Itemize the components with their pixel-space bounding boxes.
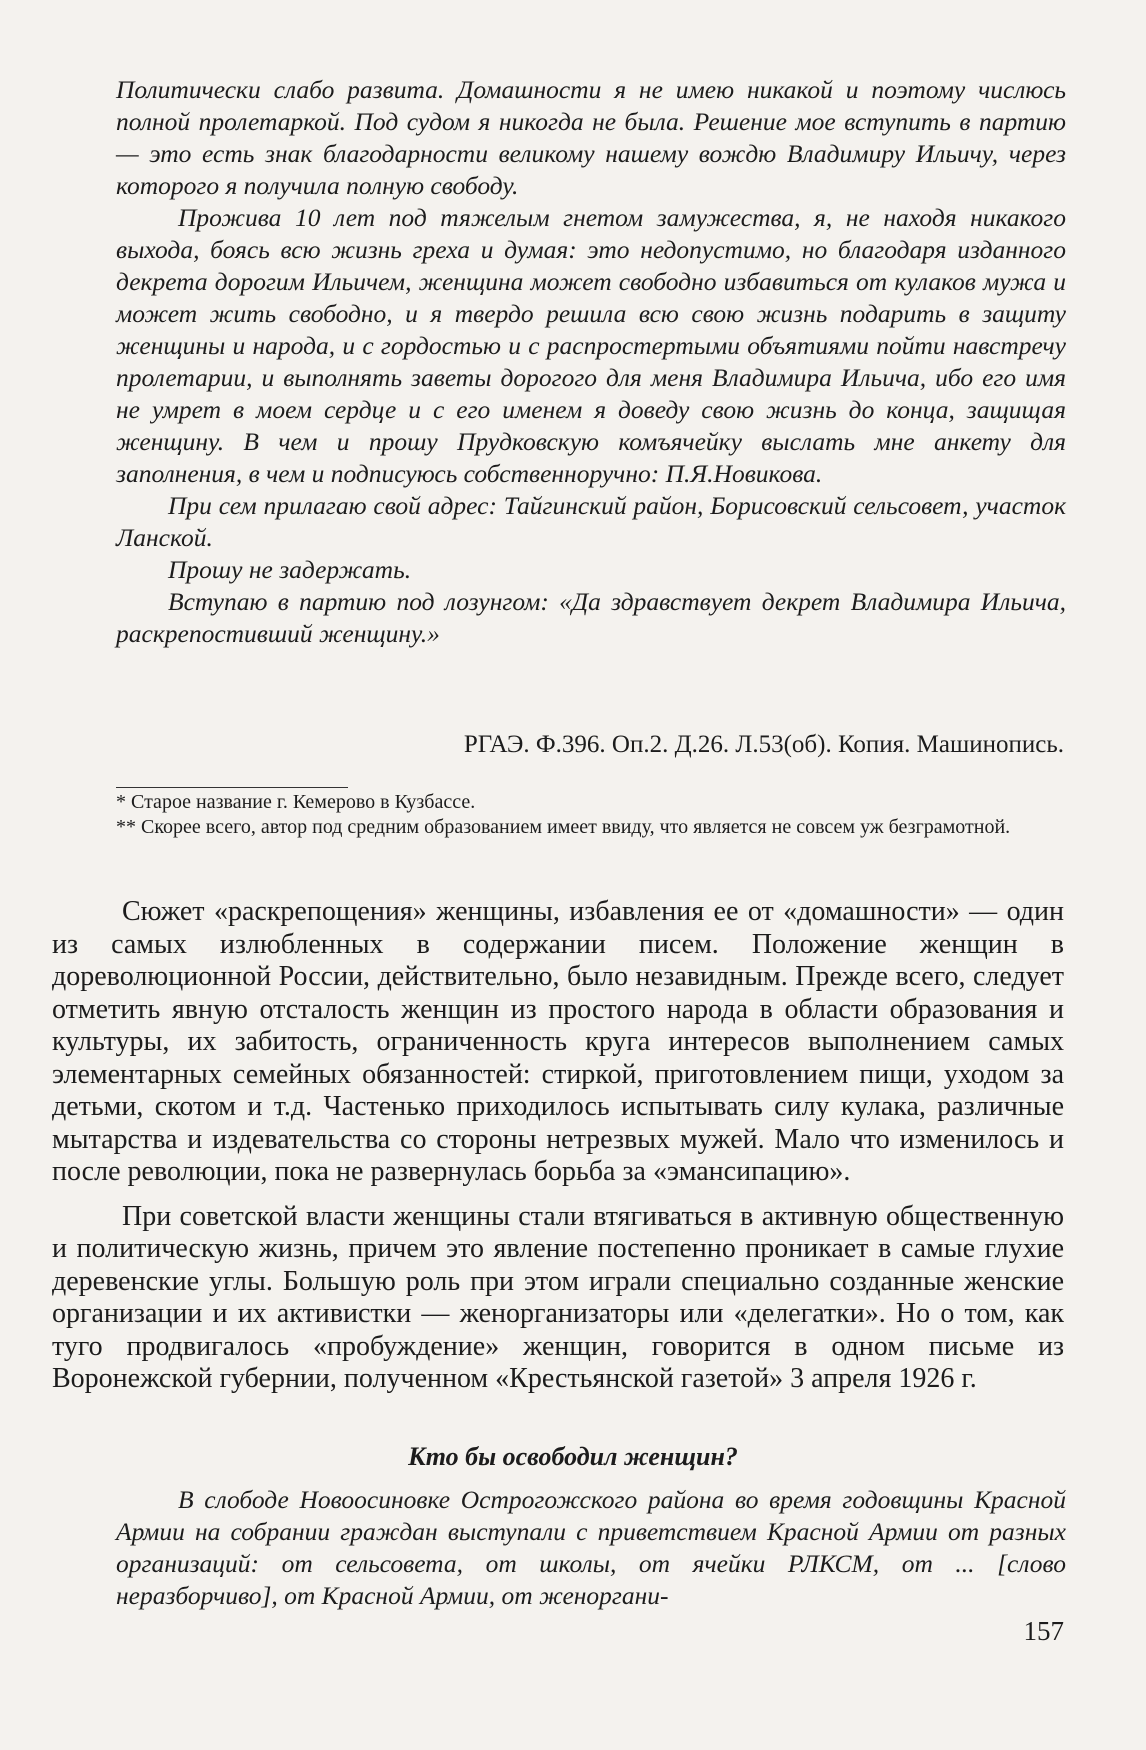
letter-heading: Кто бы освободил женщин?	[408, 1442, 738, 1471]
footnotes	[116, 790, 1066, 840]
second-letter	[116, 1484, 1066, 1612]
footnote-1: * Старое название г. Кемерово в Кузбассе.	[116, 791, 476, 813]
body-paragraph-1: Сюжет «раскрепощения» женщины, избавления ее от «домашности» — один из самых излюбленных в содержании писем. Положение женщин в дореволюционной России, действительно, было незавидным. Прежде всего, следует отметить явную отсталость женщин из простого народа в области образования и культуры, их забитость, ограниченность круга интересов выполнением самых элементарных семейных обязанностей: стиркой, приготовлением пищи, уходом за детьми, скотом и т.д. Частенько приходилось испытывать силу кулака, различные мытарства и издевательства со стороны нетрезвых мужей. Мало что изменилось и после революции, пока не развернулась борьба за «эмансипацию».	[52, 896, 1064, 1187]
letter-paragraph-address: При сем прилагаю свой адрес: Тайгинский район, Борисовский сельсовет, участок Ланской.	[116, 491, 1066, 552]
second-letter-paragraph: В слободе Новоосиновке Острогожского района во время годовщины Красной Армии на собрании граждан выступали с приветствием Красной Армии от разных организаций: от сельсовета, от школы, от ячейки РЛКСМ, от ... [слово неразборчиво], от Красной Армии, от женоргани-	[116, 1485, 1066, 1610]
letter-paragraph-1: Политически слабо развита. Домашности я не имею никакой и поэтому числюсь полной пролетаркой. Под судом я никогда не была. Решение мое вступить в партию — это есть знак благодарности великому нашему вождю Владимиру Ильичу, через которого я получила полную свободу.	[116, 75, 1066, 200]
letter-paragraph-request: Прошу не задержать.	[168, 555, 412, 584]
page-number: 157	[1023, 1616, 1064, 1646]
letter-paragraph-2: Прожива 10 лет под тяжелым гнетом замужества, я, не находя никакого выхода, боясь всю жизнь греха и думая: это недопустимо, но благодаря изданного декрета дорогим Ильичем, женщина может свободно избавиться от кулаков мужа и может жить свободно, и я твердо решила всю свою жизнь подарить в защиту женщины и народа, и с гордостью и с распростертыми объятиями пойти навстречу пролетарии, и выполнять заветы дорогого для меня Владимира Ильича, ибо его имя не умрет в моем сердце и с его именем я доведу свою жизнь до конца, защищая женщину. В чем и прошу Прудковскую комъячейку выслать мне анкету для заполнения, в чем и подписуюсь собственноручно: П.Я.Новикова.	[116, 203, 1066, 488]
footnote-divider	[116, 787, 348, 788]
archive-source: РГАЭ. Ф.396. Оп.2. Д.26. Л.53(об). Копия. Машинопись.	[463, 731, 1064, 758]
main-text	[52, 896, 1064, 1408]
quoted-letter	[116, 74, 1066, 650]
letter-paragraph-slogan: Вступаю в партию под лозунгом: «Да здравствует декрет Владимира Ильича, раскрепостивший женщину.»	[116, 587, 1066, 648]
footnote-2: ** Скорее всего, автор под средним образованием имеет ввиду, что является не совсем уж безграмотной.	[116, 816, 1011, 838]
body-paragraph-2: При советской власти женщины стали втягиваться в активную общественную и политическую жизнь, причем это явление постепенно проникает в самые глухие деревенские углы. Большую роль при этом играли специально созданные женские организации и их активистки — женорганизаторы или «делегатки». Но о том, как туго продвигалось «пробуждение» женщин, говорится в одном письме из Воронежской губернии, полученном «Крестьянской газетой» 3 апреля 1926 г.	[52, 1200, 1064, 1394]
